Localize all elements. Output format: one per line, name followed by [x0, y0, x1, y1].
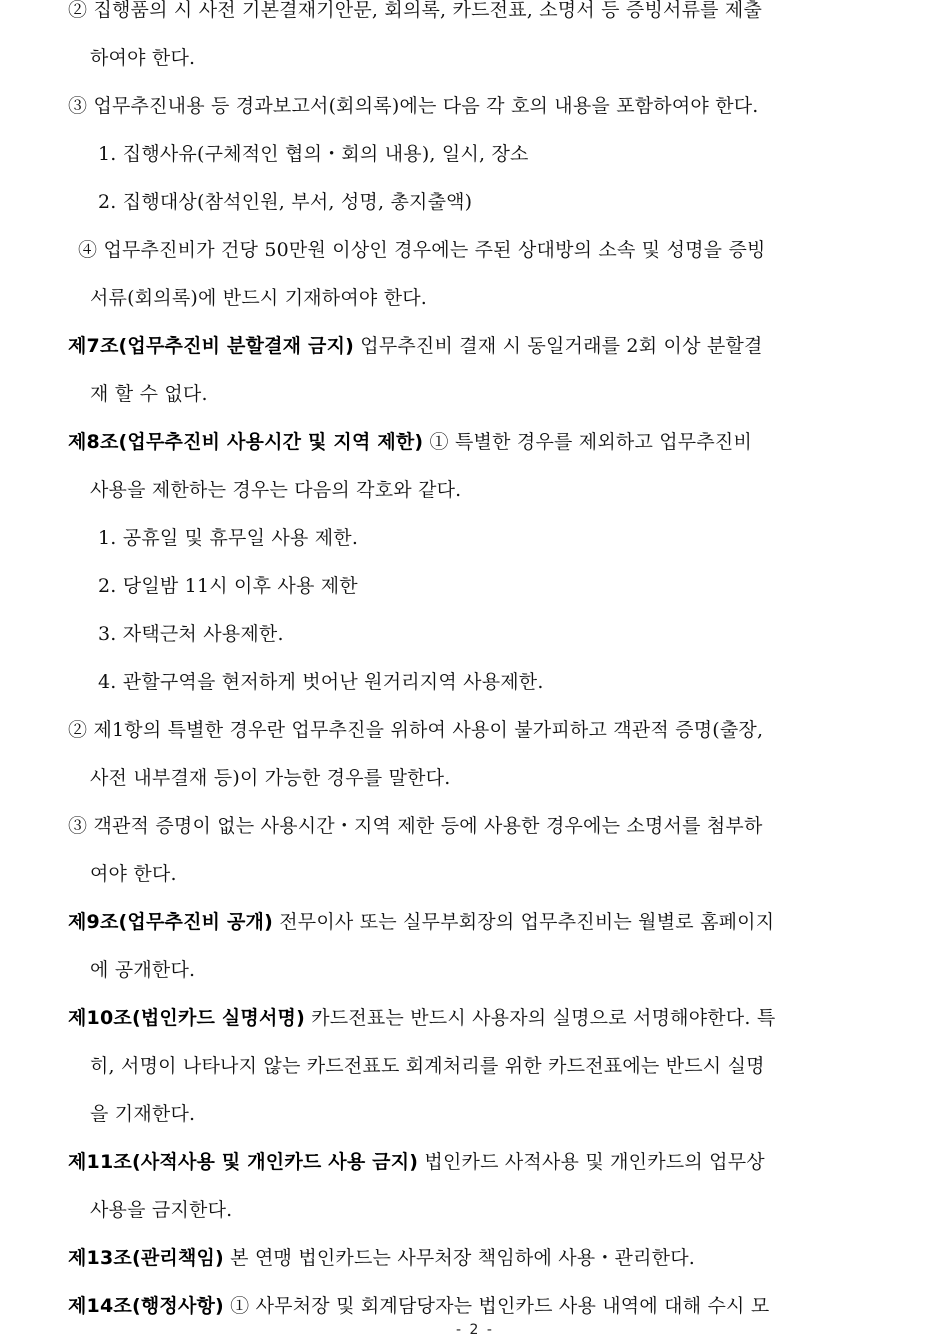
doc-line [0, 1050, 950, 1098]
doc-line [0, 0, 950, 42]
article-text: 전무이사 또는 실무부회장의 업무추진비는 월별로 홈페이지 [273, 911, 775, 933]
doc-line [0, 1002, 950, 1050]
doc-line [0, 330, 950, 378]
paragraph-text: 사용을 제한하는 경우는 다음의 각호와 같다. [90, 479, 462, 501]
doc-line [0, 42, 950, 90]
doc-line [0, 1146, 950, 1194]
article-line [68, 1295, 769, 1317]
article-heading: 제10조(법인카드 실명서명) [68, 1007, 305, 1029]
list-item-text: 4. 관할구역을 현저하게 벗어난 원거리지역 사용제한. [98, 671, 544, 693]
doc-line [0, 762, 950, 810]
paragraph-text: ② 집행품의 시 사전 기본결재기안문, 회의록, 카드전표, 소명서 등 증빙서류를 제출 [68, 0, 763, 21]
doc-line [0, 426, 950, 474]
article-text: ① 특별한 경우를 제외하고 업무추진비 [423, 431, 753, 453]
doc-line [0, 186, 950, 234]
doc-line [0, 474, 950, 522]
article-text: 업무추진비 결재 시 동일거래를 2회 이상 분할결 [354, 335, 763, 357]
doc-line [0, 906, 950, 954]
article-line [68, 335, 763, 357]
article-line [68, 431, 752, 453]
doc-line [0, 954, 950, 1002]
doc-line [0, 570, 950, 618]
paragraph-text: 여야 한다. [90, 863, 177, 885]
paragraph-text: 사용을 금지한다. [90, 1199, 233, 1221]
article-text: ① 사무처장 및 회계담당자는 법인카드 사용 내역에 대해 수시 모 [223, 1295, 770, 1317]
paragraph-text: 사전 내부결재 등)이 가능한 경우를 말한다. [90, 767, 451, 789]
doc-line [0, 90, 950, 138]
list-item-text: 1. 집행사유(구체적인 협의・회의 내용), 일시, 장소 [98, 143, 529, 165]
article-text: 법인카드 사적사용 및 개인카드의 업무상 [418, 1151, 765, 1173]
list-item-text: 2. 집행대상(참석인원, 부서, 성명, 총지출액) [98, 191, 473, 213]
paragraph-text: 재 할 수 없다. [90, 383, 208, 405]
paragraph-text: ③ 객관적 증명이 없는 사용시간・지역 제한 등에 사용한 경우에는 소명서를 첨부하 [68, 815, 763, 837]
article-text: 카드전표는 반드시 사용자의 실명으로 서명해야한다. 특 [304, 1007, 776, 1029]
paragraph-text: 에 공개한다. [90, 959, 196, 981]
article-heading: 제8조(업무추진비 사용시간 및 지역 제한) [68, 431, 424, 453]
list-item-text: 1. 공휴일 및 휴무일 사용 제한. [98, 527, 359, 549]
doc-line [0, 714, 950, 762]
article-heading: 제11조(사적사용 및 개인카드 사용 금지) [68, 1151, 419, 1173]
article-heading: 제13조(관리책임) [68, 1247, 224, 1269]
doc-line [0, 810, 950, 858]
doc-line [0, 858, 950, 906]
doc-line [0, 618, 950, 666]
doc-line [0, 666, 950, 714]
doc-line [0, 234, 950, 282]
doc-line [0, 282, 950, 330]
doc-line [0, 378, 950, 426]
article-line [68, 911, 774, 933]
article-line [68, 1247, 695, 1269]
paragraph-text: 히, 서명이 나타나지 않는 카드전표도 회계처리를 위한 카드전표에는 반드시 실명 [90, 1055, 765, 1077]
list-item-text: 3. 자택근처 사용제한. [98, 623, 284, 645]
list-item-text: 2. 당일밤 11시 이후 사용 제한 [98, 575, 358, 597]
paragraph-text: 서류(회의록)에 반드시 기재하여야 한다. [90, 287, 428, 309]
article-line [68, 1007, 775, 1029]
paragraph-text: 하여야 한다. [90, 47, 196, 69]
article-heading: 제14조(행정사항) [68, 1295, 224, 1317]
paragraph-text: ④ 업무추진비가 건당 50만원 이상인 경우에는 주된 상대방의 소속 및 성명을 증빙 [78, 239, 766, 261]
article-text: 본 연맹 법인카드는 사무처장 책임하에 사용・관리한다. [223, 1247, 696, 1269]
page-number: - 2 - [456, 1322, 494, 1338]
paragraph-text: ② 제1항의 특별한 경우란 업무추진을 위하여 사용이 불가피하고 객관적 증명(출장, [68, 719, 764, 741]
paragraph-text: ③ 업무추진내용 등 경과보고서(회의록)에는 다음 각 호의 내용을 포함하여야 한다. [68, 95, 759, 117]
doc-line [0, 522, 950, 570]
doc-line [0, 1098, 950, 1146]
doc-line [0, 1194, 950, 1242]
doc-line [0, 138, 950, 186]
paragraph-text: 을 기재한다. [90, 1103, 196, 1125]
doc-line [0, 1242, 950, 1290]
article-heading: 제7조(업무추진비 분할결재 금지) [68, 335, 355, 357]
article-line [68, 1151, 765, 1173]
article-heading: 제9조(업무추진비 공개) [68, 911, 273, 933]
